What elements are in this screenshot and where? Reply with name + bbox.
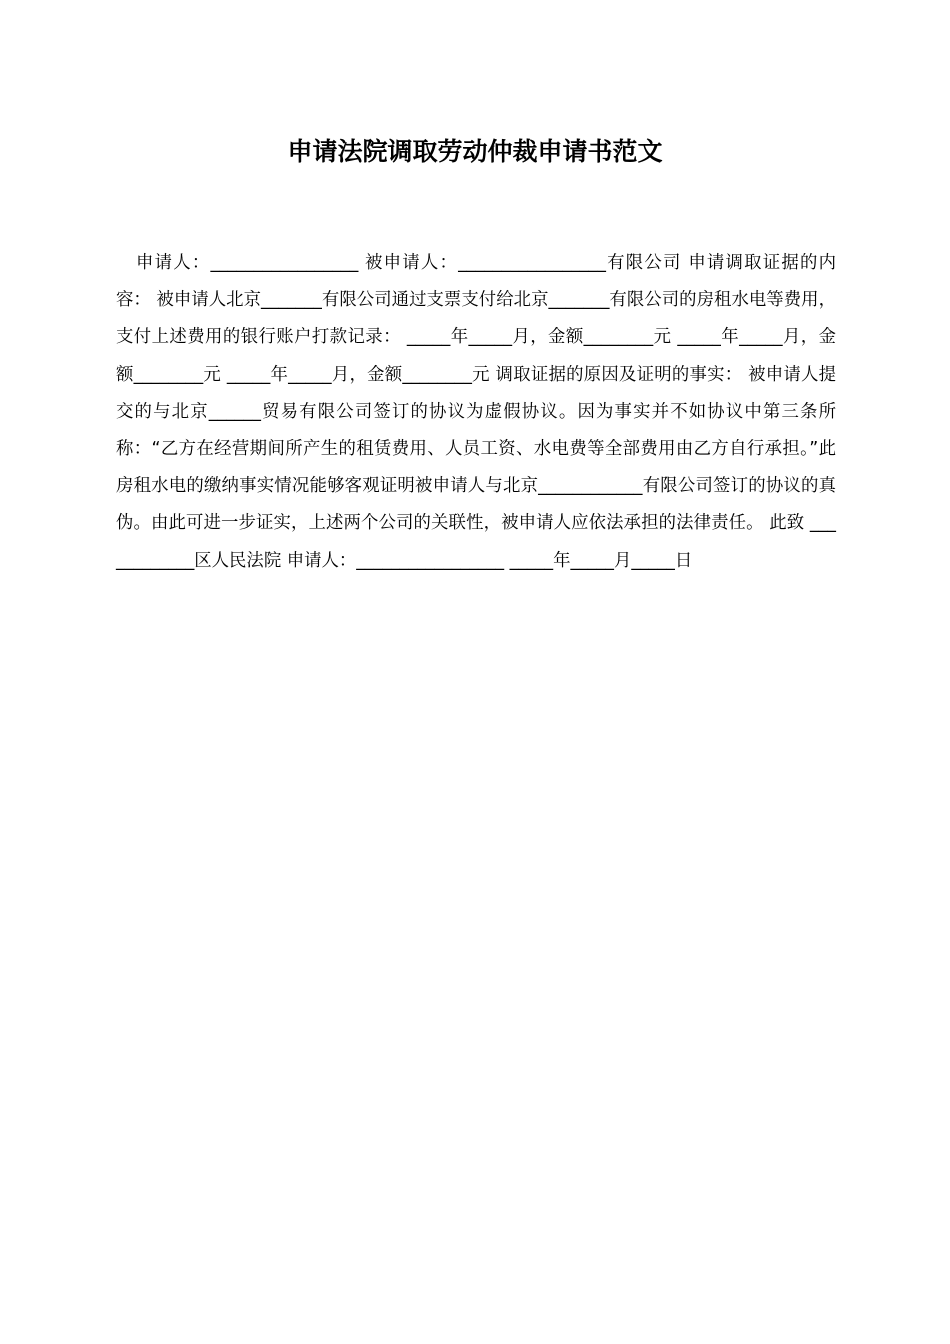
document-body: 申请人：_________________ 被申请人：_________________有限公司 申请调取证据的内容： 被申请人北京_______有限公司通过支票支付给北京_______有限公司的房租水电等费用，支付上述费用的银行账户打款记录： _____年_____月，金额________元 _____年_____月，金额________元 _____年_____月，金额________元 调取证据的原因及证明的事实： 被申请人提交的与北京______贸易有限公司签订的协议为虚假协议。因为事实并不如协议中第三条所称：“乙方在经营期间所产生的租赁费用、人员工资、水电费等全部费用由乙方自行承担。”此房租水电的缴纳事实情况能够客观证明被申请人与北京____________有限公司签订的协议的真伪。由此可进一步证实，上述两个公司的关联性，被申请人应依法承担的法律责任。 此致 ____________区人民法院 申请人：_________________ _____年_____月_____日 (116, 253, 836, 571)
document-title: 申请法院调取劳动仲裁申请书范文 (287, 137, 663, 166)
